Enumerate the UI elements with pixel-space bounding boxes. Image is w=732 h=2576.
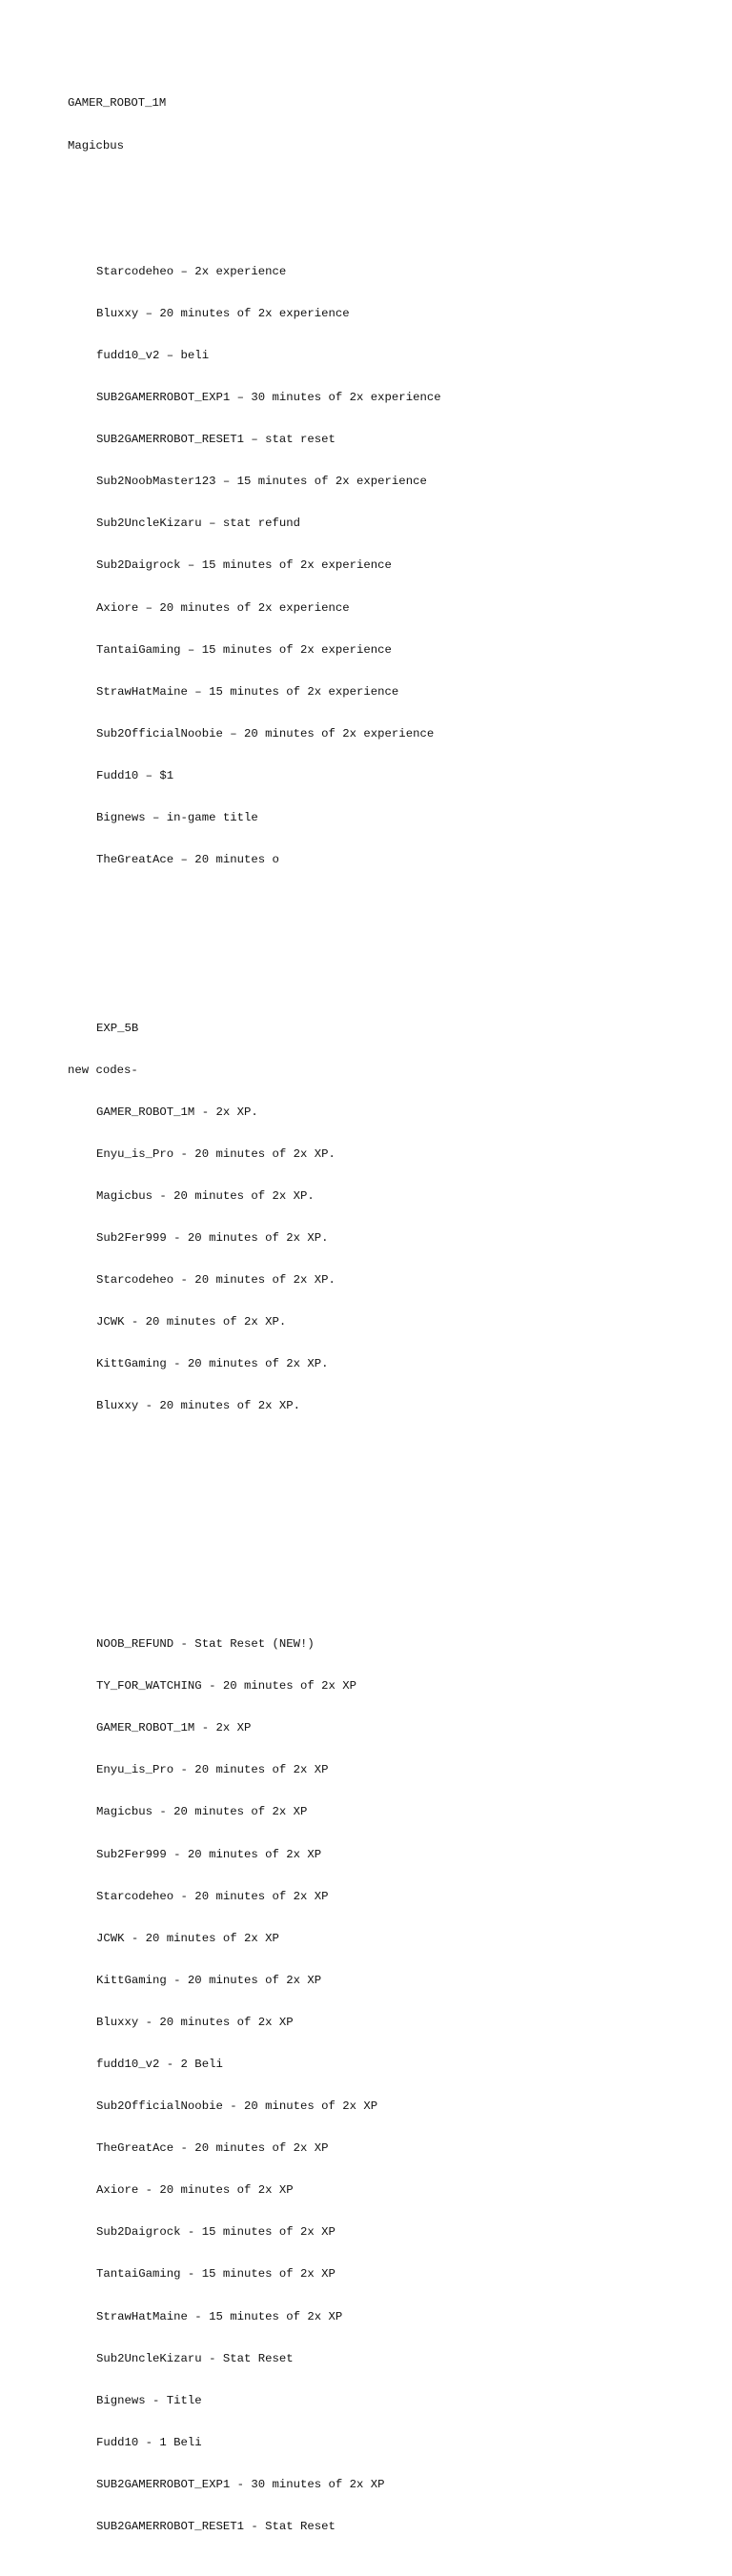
- code-list-2: [68, 993, 716, 1441]
- spacer: [68, 1484, 716, 1568]
- list-item: Bluxxy – 20 minutes of 2x experience: [96, 306, 350, 320]
- list-item: Bluxxy - 20 minutes of 2x XP: [96, 2015, 294, 2029]
- list-item: Fudd10 - 1 Beli: [96, 2435, 202, 2449]
- list-item: KittGaming - 20 minutes of 2x XP.: [96, 1357, 329, 1371]
- list-item: JCWK - 20 minutes of 2x XP.: [96, 1315, 287, 1329]
- list-item: TheGreatAce – 20 minutes o: [96, 853, 279, 867]
- list-item: Axiore – 20 minutes of 2x experience: [96, 600, 350, 615]
- list-item: Starcodeheo – 2x experience: [96, 264, 287, 278]
- code-list-1: [68, 236, 716, 895]
- list-item: StrawHatMaine – 15 minutes of 2x experience: [96, 684, 399, 699]
- list-item: Sub2UncleKizaru – stat refund: [96, 517, 301, 531]
- list-item: Bignews – in-game title: [96, 811, 258, 825]
- list-item: fudd10_v2 - 2 Beli: [96, 2058, 223, 2072]
- list-item: Sub2Fer999 - 20 minutes of 2x XP.: [96, 1230, 329, 1245]
- list-item: Magicbus - 20 minutes of 2x XP.: [96, 1188, 315, 1203]
- list-item: StrawHatMaine - 15 minutes of 2x XP: [96, 2309, 343, 2323]
- list-item: Fudd10 – $1: [96, 768, 174, 782]
- list-item: fudd10_v2 – beli: [96, 348, 210, 362]
- list-item: Starcodeheo - 20 minutes of 2x XP: [96, 1889, 329, 1903]
- document-page: [68, 69, 716, 2576]
- list-item: Axiore - 20 minutes of 2x XP: [96, 2183, 294, 2198]
- list-item: Sub2Daigrock – 15 minutes of 2x experience: [96, 558, 392, 573]
- spacer: [68, 181, 716, 195]
- list-item: TY_FOR_WATCHING - 20 minutes of 2x XP: [96, 1679, 357, 1694]
- list-item: GAMER_ROBOT_1M - 2x XP: [96, 1721, 252, 1735]
- header-line-2: Magicbus: [68, 138, 125, 152]
- list-item: Enyu_is_Pro - 20 minutes of 2x XP: [96, 1763, 329, 1777]
- code-list-3: [68, 1610, 716, 2562]
- list-item: Sub2Daigrock - 15 minutes of 2x XP: [96, 2225, 336, 2240]
- list-item: Sub2NoobMaster123 – 15 minutes of 2x experience: [96, 475, 427, 489]
- list-item: TheGreatAce - 20 minutes of 2x XP: [96, 2141, 329, 2156]
- list-item: NOOB_REFUND - Stat Reset (NEW!): [96, 1637, 315, 1652]
- list-item: Sub2Fer999 - 20 minutes of 2x XP: [96, 1847, 322, 1861]
- list-item: TantaiGaming - 15 minutes of 2x XP: [96, 2267, 336, 2282]
- list-item: Starcodeheo - 20 minutes of 2x XP.: [96, 1273, 336, 1288]
- list-item: TantaiGaming – 15 minutes of 2x experience: [96, 642, 392, 657]
- list-item: Magicbus - 20 minutes of 2x XP: [96, 1805, 308, 1819]
- list-item: GAMER_ROBOT_1M - 2x XP.: [96, 1105, 258, 1119]
- list-item: SUB2GAMERROBOT_RESET1 - Stat Reset: [96, 2520, 336, 2534]
- list-item: EXP_5B: [96, 1021, 139, 1035]
- spacer: [68, 937, 716, 951]
- list-item: SUB2GAMERROBOT_EXP1 – 30 minutes of 2x experience: [96, 391, 441, 405]
- list-item: KittGaming - 20 minutes of 2x XP: [96, 1973, 322, 1987]
- list-item: JCWK - 20 minutes of 2x XP: [96, 1931, 279, 1945]
- list-item: Sub2OfficialNoobie - 20 minutes of 2x XP: [96, 2099, 378, 2114]
- list-item: Bignews - Title: [96, 2393, 202, 2407]
- list-item: SUB2GAMERROBOT_RESET1 – stat reset: [96, 433, 336, 447]
- list-item: Sub2UncleKizaru - Stat Reset: [96, 2351, 294, 2365]
- list-item: SUB2GAMERROBOT_EXP1 - 30 minutes of 2x XP: [96, 2477, 385, 2491]
- section-heading: new codes-: [68, 1063, 138, 1077]
- list-item: Bluxxy - 20 minutes of 2x XP.: [96, 1399, 301, 1413]
- list-item: Sub2OfficialNoobie – 20 minutes of 2x experience: [96, 726, 435, 740]
- list-item: Enyu_is_Pro - 20 minutes of 2x XP.: [96, 1146, 336, 1161]
- header-line-1: GAMER_ROBOT_1M: [68, 96, 167, 111]
